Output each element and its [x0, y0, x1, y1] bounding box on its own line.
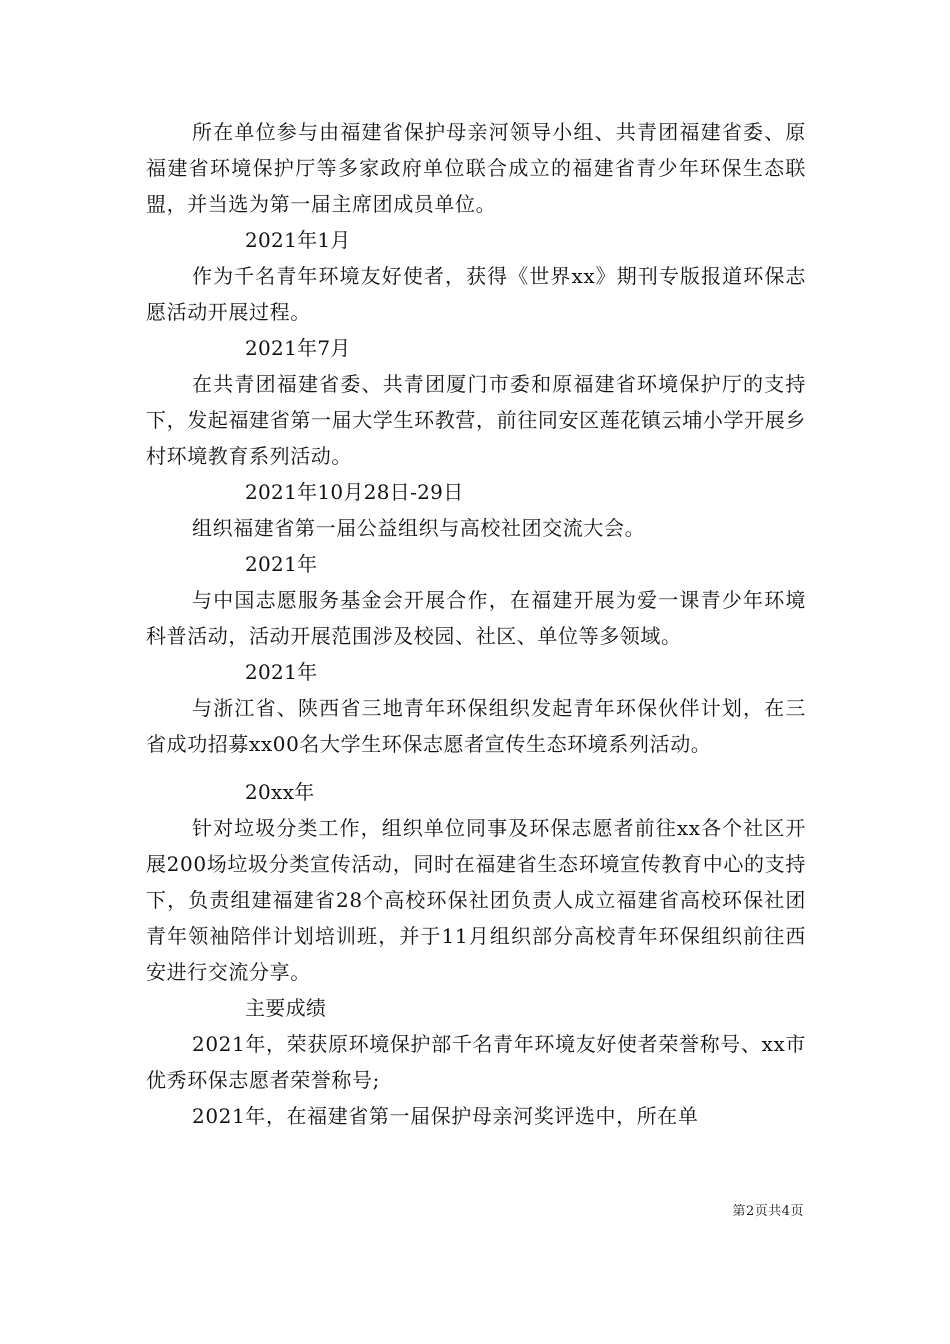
page-number-footer: 第2页共4页 [732, 1204, 804, 1219]
paragraph-waste-sorting: 针对垃圾分类工作，组织单位同事及环保志愿者前往xx各个社区开展200场垃圾分类宣传活动，同时在福建省生态环境宣传教育中心的支持下，负责组建福建省28个高校环保社团负责人成立福建省高校环保社团青年领袖陪伴计划培训班，并于11月组织部分高校青年环保组织前往西安进行交流分享。 [146, 816, 806, 984]
paragraph-conference: 组织福建省第一届公益组织与高校社团交流大会。 [192, 516, 646, 540]
date-heading-2021-a: 2021年 [245, 552, 318, 576]
date-heading-2021-b: 2021年 [245, 660, 318, 684]
date-heading-20xx: 20xx年 [245, 780, 315, 804]
paragraph-alliance: 所在单位参与由福建省保护母亲河领导小组、共青团福建省委、原福建省环境保护厅等多家政府单位联合成立的福建省青少年环保生态联盟，并当选为第一届主席团成员单位。 [146, 120, 806, 216]
date-heading-2021-oct: 2021年10月28日-29日 [245, 480, 464, 504]
date-heading-2021-jan: 2021年1月 [245, 228, 351, 252]
date-heading-2021-jul: 2021年7月 [245, 336, 351, 360]
paragraph-ambassador: 作为千名青年环境友好使者，获得《世界xx》期刊专版报道环保志愿活动开展过程。 [146, 264, 806, 324]
document-body [146, 114, 806, 1134]
paragraph-honor-2: 2021年，在福建省第一届保护母亲河奖评选中，所在单 [192, 1104, 699, 1128]
paragraph-partnership: 与浙江省、陕西省三地青年环保组织发起青年环保伙伴计划，在三省成功招募xx00名大学生环保志愿者宣传生态环境系列活动。 [146, 696, 806, 756]
paragraph-camp: 在共青团福建省委、共青团厦门市委和原福建省环境保护厅的支持下，发起福建省第一届大学生环教营，前往同安区莲花镇云埔小学开展乡村环境教育系列活动。 [146, 372, 806, 468]
paragraph-honor-1: 2021年，荣获原环境保护部千名青年环境友好使者荣誉称号、xx市优秀环保志愿者荣誉称号; [146, 1032, 806, 1092]
paragraph-gap [146, 762, 806, 774]
section-heading-achievements: 主要成绩 [245, 996, 327, 1020]
paragraph-foundation: 与中国志愿服务基金会开展合作，在福建开展为爱一课青少年环境科普活动，活动开展范围涉及校园、社区、单位等多领域。 [146, 588, 806, 648]
